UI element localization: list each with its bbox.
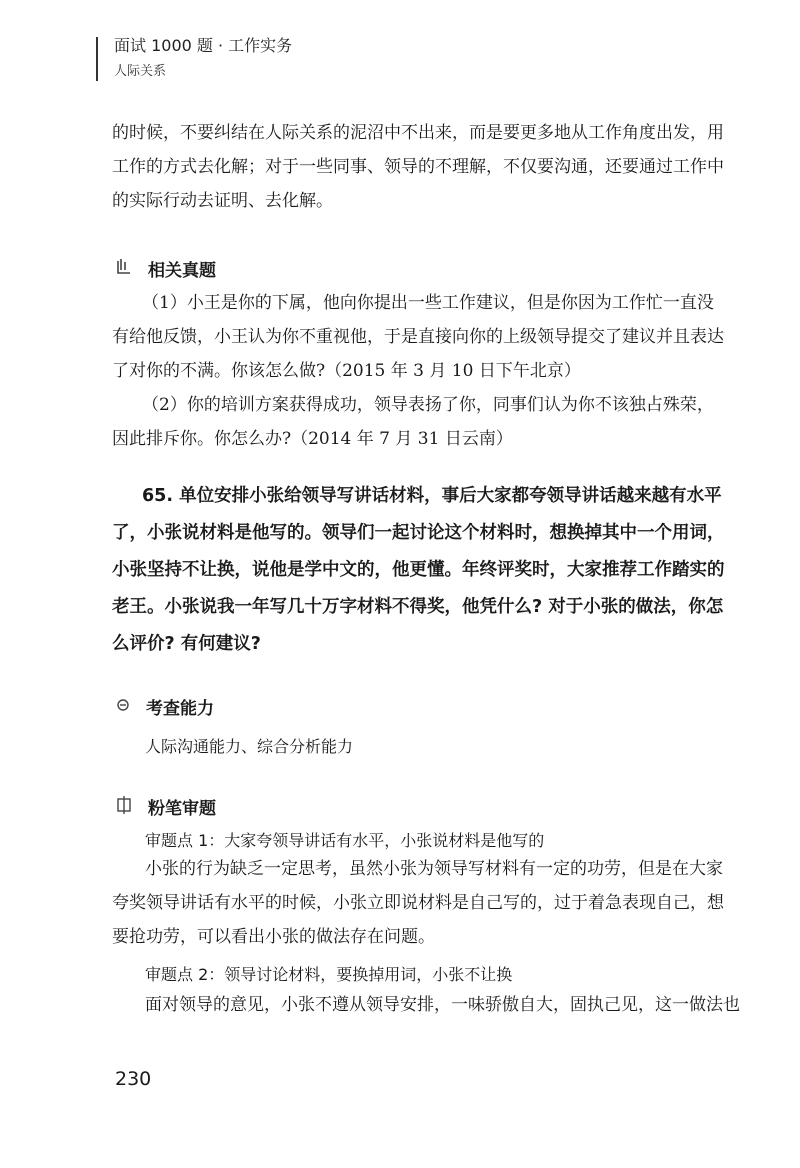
header-subtitle: 人际关系 xyxy=(114,64,167,79)
review-point-1-text: 小张的行为缺乏一定思考，虽然小张为领导写材料有一定的功劳，但是在大家夸奖领导讲话有水平的时候，小张立即说材料是自己写的，过于着急表现自己，想要抢功劳，可以看出小张的做法存在问题。 xyxy=(112,859,724,947)
related-section-heading xyxy=(116,256,216,281)
question-65: 65. 单位安排小张给领导写讲话材料，事后大家都夸领导讲话越来越有水平了，小张说材料是他写的。领导们一起讨论这个材料时，想换掉其中一个用词，小张坚持不让换，说他是学中文的，他更懂。年终评奖时，大家推荐工作踏实的老王。小张说我一年写几十万字材料不得奖，他凭什么? 对于小张的做法，你怎么评价? 有何建议? xyxy=(112,486,725,654)
page-number: 230 xyxy=(115,1068,152,1090)
ability-content: 人际沟通能力、综合分析能力 xyxy=(145,737,354,756)
intro-paragraph: 的时候，不要纠结在人际关系的泥沼中不出来，而是要更多地从工作角度出发，用工作的方式去化解；对于一些同事、领导的不理解，不仅要沟通，还要通过工作中的实际行动去证明、去化解。 xyxy=(112,123,724,211)
chalk-icon xyxy=(116,795,132,819)
ability-section-title: 考查能力 xyxy=(146,699,214,719)
ability-section-heading xyxy=(116,694,214,719)
related-item-2: （2）你的培训方案获得成功，领导表扬了你，同事们认为你不该独占殊荣，因此排斥你。你怎么办?（2014 年 7 月 31 日云南） xyxy=(112,395,714,449)
review-point-2-heading: 审题点 2：领导讨论材料，要换掉用词，小张不让换 xyxy=(145,965,513,984)
header-title: 面试 1000 题 · 工作实务 xyxy=(114,36,293,55)
related-item-1: （1）小王是你的下属，他向你提出一些工作建议，但是你因为工作忙一直没有给他反馈，小王认为你不重视他，于是直接向你的上级领导提交了建议并且表达了对你的不满。你该怎么做?（2015 年 3 月 10 日下午北京） xyxy=(112,293,724,381)
review-point-2-text: 面对领导的意见，小张不遵从领导安排，一味骄傲自大，固执己见，这一做法也 xyxy=(145,995,740,1015)
review-point-1-heading: 审题点 1：大家夸领导讲话有水平，小张说材料是他写的 xyxy=(145,831,545,850)
review-section-title: 粉笔审题 xyxy=(148,799,216,819)
header-divider xyxy=(96,37,98,81)
document-icon xyxy=(116,258,132,280)
related-section-title: 相关真题 xyxy=(148,261,216,281)
target-icon xyxy=(116,698,130,716)
review-section-heading xyxy=(116,794,216,819)
